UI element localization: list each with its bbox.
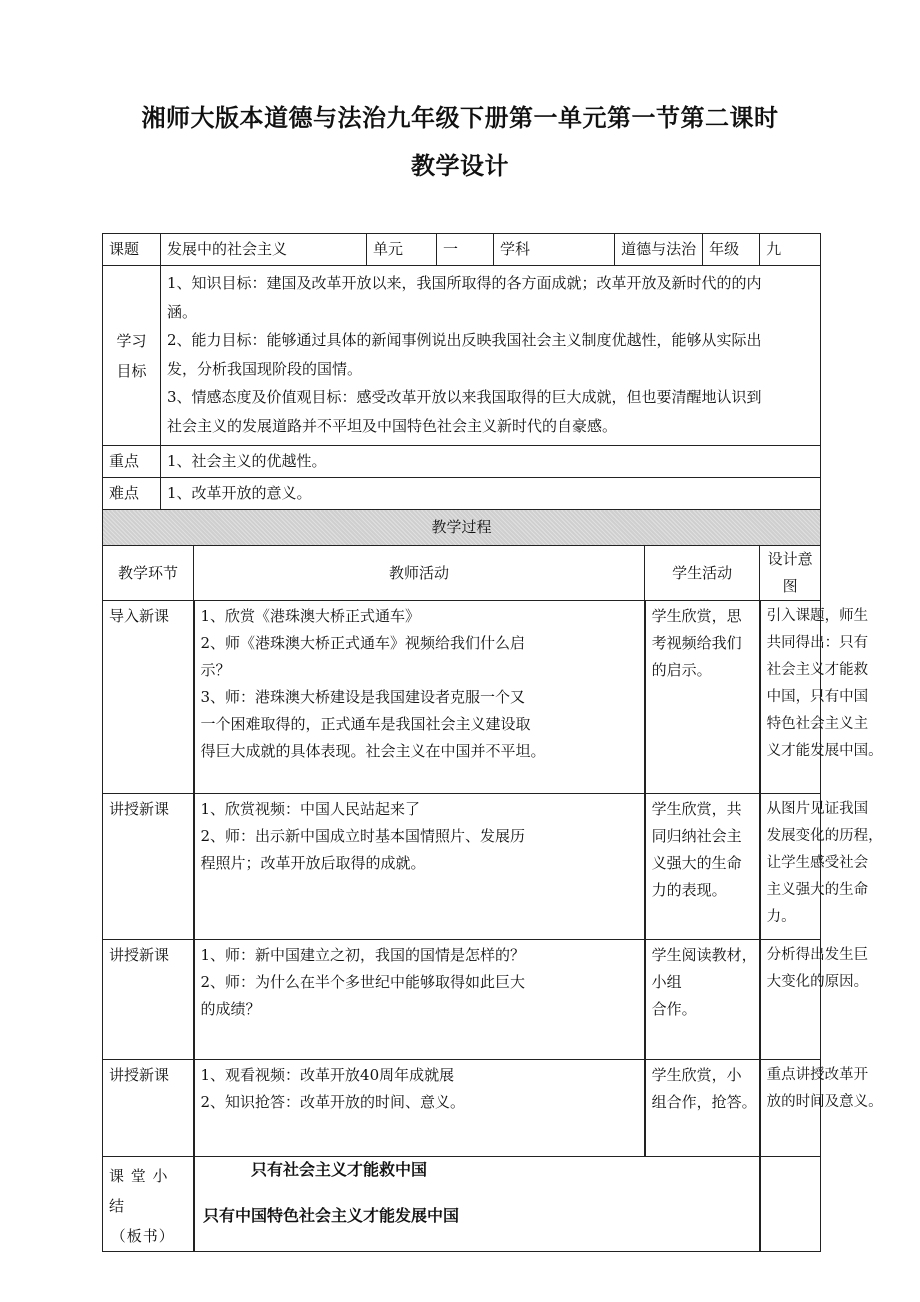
goal-line: 发，分析我国现阶段的国情。 bbox=[167, 359, 363, 378]
key-point-value: 1、社会主义的优越性。 bbox=[161, 446, 821, 478]
subject-value: 道德与法治 bbox=[615, 234, 703, 266]
student-cell: 学生欣赏，共 同归纳社会主 义强大的生命 力的表现。 bbox=[645, 794, 760, 940]
difficult-point-row bbox=[103, 478, 821, 510]
goals-row bbox=[103, 266, 821, 446]
goal-line: 1、知识目标：建国及改革开放以来，我国所取得的各方面成就；改革开放及新时代的的内 bbox=[167, 274, 762, 292]
grade-value: 九 bbox=[760, 234, 821, 266]
summary-intent bbox=[760, 1157, 821, 1252]
difficult-point-value: 1、改革开放的意义。 bbox=[161, 478, 821, 510]
summary-line2: 只有中国特色社会主义才能发展中国 bbox=[203, 1206, 460, 1225]
goal-line: 涵。 bbox=[167, 302, 198, 321]
key-point-row bbox=[103, 446, 821, 478]
stage-cell: 讲授新课 bbox=[103, 794, 194, 940]
col-intent: 设计意图 bbox=[760, 546, 821, 601]
lesson-plan-table bbox=[102, 233, 883, 1252]
unit-value: 一 bbox=[437, 234, 494, 266]
process-header-row bbox=[103, 510, 821, 546]
subject-label: 学科 bbox=[494, 234, 615, 266]
process-row bbox=[103, 1060, 821, 1157]
stage-cell: 导入新课 bbox=[103, 601, 194, 794]
process-row bbox=[103, 940, 821, 1060]
intent-cell: 重点讲授改革开 放的时间及意义。 bbox=[760, 1060, 821, 1157]
student-cell: 学生阅读教材， 小组 合作。 bbox=[645, 940, 760, 1060]
process-header: 教学过程 bbox=[103, 510, 821, 546]
stage-cell: 讲授新课 bbox=[103, 1060, 194, 1157]
process-row bbox=[103, 601, 821, 794]
process-row bbox=[103, 794, 821, 940]
info-row bbox=[103, 234, 821, 266]
key-point-label: 重点 bbox=[103, 446, 161, 478]
stage-cell: 讲授新课 bbox=[103, 940, 194, 1060]
goals-label: 学习 目标 bbox=[103, 266, 161, 446]
col-student: 学生活动 bbox=[645, 546, 760, 601]
col-stage: 教学环节 bbox=[103, 546, 194, 601]
goal-line: 2、能力目标：能够通过具体的新闻事例说出反映我国社会主义制度优越性，能够从实际出 bbox=[167, 331, 762, 349]
student-cell: 学生欣赏，小 组合作，抢答。 bbox=[645, 1060, 760, 1157]
col-teacher: 教师活动 bbox=[194, 546, 645, 601]
intent-cell: 分析得出发生巨 大变化的原因。 bbox=[760, 940, 821, 1060]
teacher-cell: 1、欣赏《港珠澳大桥正式通车》 2、师《港珠澳大桥正式通车》视频给我们什么启 示？ 3、师：港珠澳大桥建设是我国建设者克服一个又 一个困难取得的，正式通车是我国社会主义建设取 得巨大成就的具体表现。社会主义在中国并不平坦。 bbox=[194, 601, 645, 794]
unit-label: 单元 bbox=[367, 234, 437, 266]
intent-cell: 引入课题，师生 共同得出：只有 社会主义才能救 中国，只有中国 特色社会主义主 义才能发展中国。 bbox=[760, 601, 821, 794]
teacher-cell: 1、观看视频：改革开放40周年成就展 2、知识抢答：改革开放的时间、意义。 bbox=[194, 1060, 645, 1157]
goal-line: 3、情感态度及价值观目标：感受改革开放以来我国取得的巨大成就，但也要清醒地认识到 bbox=[167, 388, 762, 406]
topic-label: 课题 bbox=[103, 234, 161, 266]
intent-cell: 从图片见证我国 发展变化的历程， 让学生感受社会 主义强大的生命 力。 bbox=[760, 794, 821, 940]
difficult-point-label: 难点 bbox=[103, 478, 161, 510]
summary-label: 课 堂 小 结 （板书） bbox=[103, 1157, 194, 1252]
student-cell: 学生欣赏，思 考视频给我们 的启示。 bbox=[645, 601, 760, 794]
process-columns-row bbox=[103, 546, 821, 601]
teacher-cell: 1、师：新中国建立之初，我国的国情是怎样的？ 2、师：为什么在半个多世纪中能够取得如此巨大 的成绩？ bbox=[194, 940, 645, 1060]
goal-line: 社会主义的发展道路并不平坦及中国特色社会主义新时代的自豪感。 bbox=[167, 416, 618, 435]
doc-title-line1: 湘师大版本道德与法治九年级下册第一单元第一节第二课时 bbox=[141, 104, 779, 132]
summary-line1: 只有社会主义才能救中国 bbox=[251, 1160, 428, 1179]
teacher-cell: 1、欣赏视频：中国人民站起来了 2、师：出示新中国成立时基本国情照片、发展历 程照片；改革开放后取得的成就。 bbox=[194, 794, 645, 940]
doc-title-line2: 教学设计 bbox=[411, 152, 509, 180]
topic-value: 发展中的社会主义 bbox=[161, 234, 367, 266]
grade-label: 年级 bbox=[703, 234, 760, 266]
goals-content bbox=[161, 266, 821, 446]
